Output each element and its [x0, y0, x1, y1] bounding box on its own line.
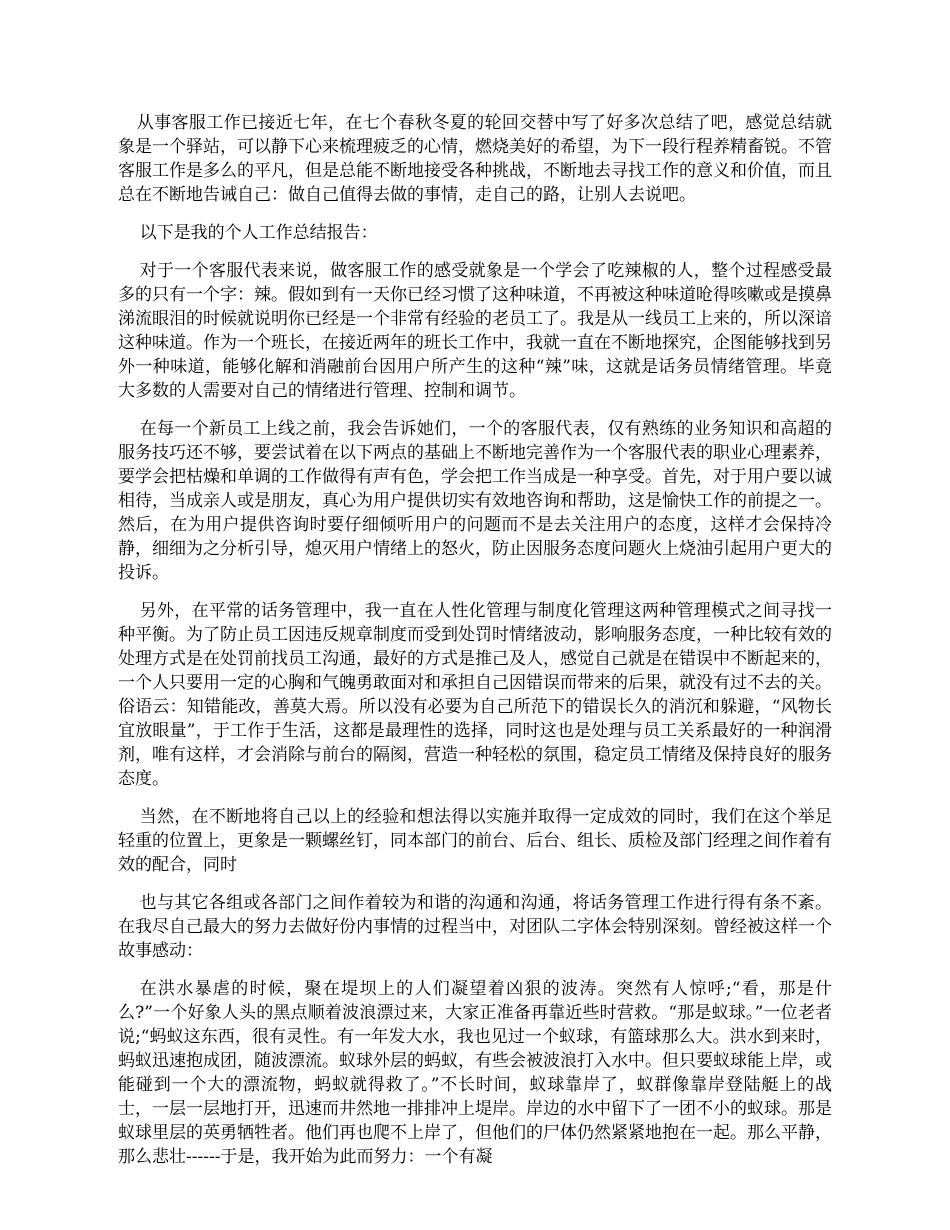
paragraph-spicy-metaphor: 对于一个客服代表来说，做客服工作的感受就象是一个学会了吃辣椒的人，整个过程感受最多的只有一个字：辣。假如到有一天你已经习惯了这种味道，不再被这种味道呛得咳嗽或是摸鼻涕流眼泪的时候就说明你已经是一个非常有经验的老员工了。我是从一线员工上来的，所以深谙这种味道。作为一个班长，在接近两年的班长工作中，我就一直在不断地探究，企图能够找到另外一种味道，能够化解和消融前台因用户所产生的这种“辣”味，这就是话务员情绪管理。毕竟大多数的人需要对自己的情绪进行管理、控制和调节。 [118, 261, 832, 401]
paragraph-management-balance: 另外，在平常的话务管理中，我一直在人性化管理与制度化管理这两种管理模式之间寻找一种平衡。为了防止员工因违反规章制度而受到处罚时情绪波动，影响服务态度，一种比较有效的处理方式是在处罚前找员工沟通，最好的方式是推己及人，感觉自己就是在错误中不断起来的，一个人只要用一定的心胸和气魄勇敢面对和承担自己因错误而带来的后果，就没有过不去的关。俗语云：知错能改，善莫大焉。所以没有必要为自己所范下的错误长久的消沉和躲避，“风物长宜放眼量”，于工作于生活，这都是最理性的选择，同时这也是处理与员工关系最好的一种润滑剂，唯有这样，才会消除与前台的隔阂，营造一种轻松的氛围，稳定员工情绪及保持良好的服务态度。 [118, 601, 832, 789]
paragraph-report-heading: 以下是我的个人工作总结报告： [139, 223, 378, 243]
paragraph-ant-story: 在洪水暴虐的时候，聚在堤坝上的人们凝望着凶狠的波涛。突然有人惊呼;“看，那是什么?”一个好象人头的黑点顺着波浪漂过来，大家正准备再靠近些时营救。“那是蚁球。”一位老者说;“蚂蚁这东西，很有灵性。有一年发大水，我也见过一个蚁球，有篮球那么大。洪水到来时，蚂蚁迅速抱成团，随波漂流。蚁球外层的蚂蚁，有些会被波浪打入水中。但只要蚁球能上岸，或能碰到一个大的漂流物，蚂蚁就得救了。”不长时间，蚁球靠岸了，蚁群像靠岸登陆艇上的战士，一层一层地打开，迅速而井然地一排排冲上堤岸。岸边的水中留下了一团不小的蚁球。那是蚁球里层的英勇牺牲者。他们再也爬不上岸了，但他们的尸体仍然紧紧地抱在一起。那么平静，那么悲壮------于是，我开始为此而努力：一个有凝 [118, 979, 832, 1167]
paragraph-intro: 从事客服工作已接近七年，在七个春秋冬夏的轮回交替中写了好多次总结了吧，感觉总结就象是一个驿站，可以静下心来梳理疲乏的心情，燃烧美好的希望，为下一段行程养精畜锐。不管客服工作是多么的平凡，但是总能不断地接受各种挑战，不断地去寻找工作的意义和价值，而且总在不断地告诫自己：做自己值得去做的事情，走自己的路，让别人去说吧。 [118, 113, 832, 205]
paragraph-new-staff: 在每一个新员工上线之前，我会告诉她们，一个的客服代表，仅有熟练的业务知识和高超的服务技巧还不够，要尝试着在以下两点的基础上不断地完善作为一个客服代表的职业心理素养，要学会把枯燥和单调的工作做得有声有色，学会把工作当成是一种享受。首先，对于用户要以诚相待，当成亲人或是朋友，真心为用户提供切实有效地咨询和帮助，这是愉快工作的前提之一。然后，在为用户提供咨询时要仔细倾听用户的问题而不是去关注用户的态度，这样才会保持冷静，细细为之分析引导，熄灭用户情绪上的怒火，防止因服务态度问题火上烧油引起用户更大的投诉。 [118, 419, 832, 583]
paragraph-screw-role: 当然，在不断地将自己以上的经验和想法得以实施并取得一定成效的同时，我们在这个举足轻重的位置上，更象是一颗螺丝钉，同本部门的前台、后台、组长、质检及部门经理之间作着有效的配合，同时 [118, 807, 832, 875]
paragraph-team-spirit: 也与其它各组或各部门之间作着较为和谐的沟通和沟通，将话务管理工作进行得有条不紊。在我尽自己最大的努力去做好份内事情的过程当中，对团队二字体会特别深刻。曾经被这样一个故事感动： [118, 893, 832, 961]
